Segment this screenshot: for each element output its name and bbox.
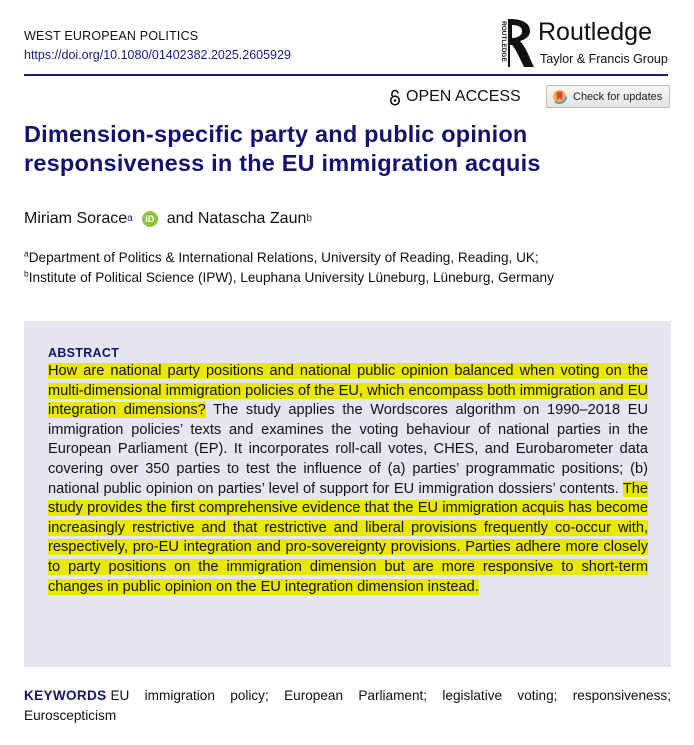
open-lock-icon — [389, 89, 401, 106]
abstract-segment-highlighted[interactable]: The study provides the first comprehensive evidence that the EU immigration acquis has become increasingly restrictive and that restrictive and liberal provisions frequently co-occur with, respectively, pro-EU integration and pro-sovereignty provisions. Parties adhere more closely to party positions on the immigration dimension but are more responsive to short-term changes in public opinion on the EU integration dimension instead. — [48, 480, 648, 595]
affiliation-text: Institute of Political Science (IPW), Leuphana University Lüneburg, Lüneburg, Germany — [28, 270, 554, 285]
publisher-logo — [496, 12, 671, 72]
journal-name: WEST EUROPEAN POLITICS — [24, 29, 199, 43]
doi-link[interactable]: https://doi.org/10.1080/01402382.2025.2605929 — [24, 48, 291, 62]
open-access-label: OPEN ACCESS — [406, 88, 521, 105]
keywords — [24, 686, 671, 726]
abstract-body — [48, 362, 648, 597]
author-join: and — [166, 210, 194, 227]
publisher-group: Taylor & Francis Group — [540, 52, 668, 66]
open-access-badge — [389, 88, 521, 106]
check-for-updates-label: Check for updates — [573, 90, 663, 103]
affiliations — [24, 248, 671, 288]
svg-text:ROUTLEDGE: ROUTLEDGE — [500, 21, 507, 62]
publisher-name: Routledge — [538, 18, 652, 46]
article-title: Dimension-specific party and public opinion responsiveness in the EU immigration acquis — [24, 121, 541, 176]
affiliation-text: Department of Politics & International Relations, University of Reading, Reading, UK; — [28, 250, 539, 265]
author-name[interactable]: Miriam Sorace — [24, 210, 128, 227]
abstract-segment-highlighted[interactable]: How are national party positions and national public opinion balanced when voting on the multi-dimensional immigration policies of the EU, which encompass both immigration and EU integration dimensions? — [48, 363, 648, 419]
author-name[interactable]: Natascha Zaun — [197, 210, 307, 227]
orcid-icon[interactable]: iD — [142, 211, 158, 227]
abstract-segment[interactable]: The study applies the Wordscores algorithm on 1990–2018 EU immigration policies’ texts and examines the voting behaviour of national parties in the European Parliament (EP). It incorporates roll-call votes, CHES, and Eurobarometer data covering over 350 parties to test the influence of (a) parties’ programmatic positions; (b) national public opinion on parties’ level of support for EU immigration dossiers’ contents. — [48, 402, 649, 497]
routledge-logo-icon — [496, 17, 536, 69]
header-rule — [24, 74, 668, 76]
check-for-updates-button[interactable] — [546, 85, 670, 108]
affiliation-mark: b — [24, 268, 29, 279]
abstract-heading: ABSTRACT — [48, 346, 120, 360]
keywords-text: EU immigration policy; European Parliament; legislative voting; responsiveness; Euroscepticism — [24, 688, 671, 723]
affiliation-mark: a — [24, 248, 29, 259]
crossmark-icon — [552, 89, 567, 104]
author-list: Miriam Sorace a iD and Natascha Zaun b — [24, 210, 312, 227]
keywords-label: KEYWORDS — [24, 688, 107, 703]
